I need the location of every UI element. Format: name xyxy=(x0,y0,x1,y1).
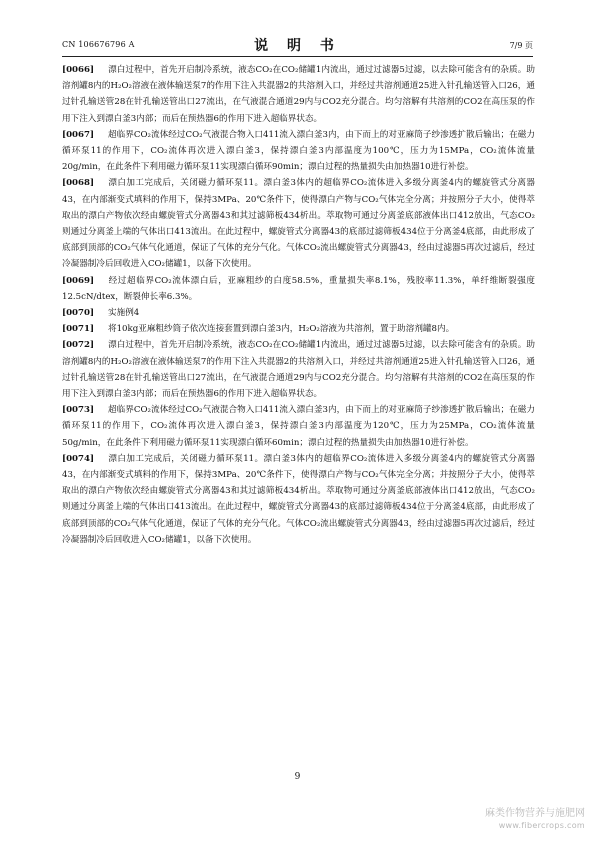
paragraph-0073 xyxy=(62,402,535,451)
document-number: CN 106676796 A xyxy=(62,40,135,49)
page-title: 说 明 书 xyxy=(254,38,341,54)
paragraph-text: 漂白加工完成后，关闭磁力循环泵11。漂白釜3体内的超临界CO₂流体进入多级分离釜4内的螺旋管式分离器43，在内部渐变式填料的作用下，保持3MPa、20℃条件下，使得漂白产物与CO₂气体完全分离；并按照分子大小，使得萃取出的漂白产物依次经由螺旋管式分离器43和其过滤筛板434析出。萃取物可通过分离釜底部液体出口412放出，气态CO₂则通过分离釜上端的气体出口413流出。在此过程中，螺旋管式分离器43的底部过滤筛板434位于分离釜4底部，由此形成了底部到顶部的CO₂气体气化通道，保证了气体的充分气化。气体CO₂流出螺旋管式分离器43，经由过滤器5再次过滤后，经过冷凝器制冷后回收进入CO₂储罐1，以备下次使用。 xyxy=(62,453,535,545)
paragraph-number: [0066] xyxy=(62,65,95,75)
paragraph-number: [0070] xyxy=(62,308,95,319)
paragraph-0071 xyxy=(62,321,535,337)
page-header xyxy=(62,34,533,57)
section-heading: 实施例4 xyxy=(108,308,140,319)
watermark-url: www.fibercrops.com xyxy=(498,821,585,830)
paragraph-0068 xyxy=(62,175,535,272)
page-number: 9 xyxy=(294,772,301,782)
paragraph-number: [0069] xyxy=(62,275,95,286)
paragraph-text: 超临界CO₂流体经过CO₂气液混合物入口411流入漂白釜3内，由下而上的对亚麻筒子纱渗透扩散后输出；在磁力循环泵11的作用下，CO₂流体再次进入漂白釜3，保持漂白釜3内部温度为120℃，压力为25MPa，CO₂流体流量50g/min，在此条件下利用磁力循环泵11实现漂白循环60min；漂白过程的热量损失由加热器10进行补偿。 xyxy=(62,405,535,448)
paragraph-text: 超临界CO₂流体经过CO₂气液混合物入口411流入漂白釜3内，由下而上的对亚麻筒子纱渗透扩散后输出；在磁力循环泵11的作用下，CO₂流体再次进入漂白釜3，保持漂白釜3内部温度为100℃，压力为15MPa，CO₂流体流量20g/min，在此条件下利用磁力循环泵11实现漂白循环90min；漂白过程的热量损失由加热器10进行补偿。 xyxy=(62,129,535,173)
paragraph-number: [0072] xyxy=(62,340,95,351)
paragraph-0067 xyxy=(62,127,535,176)
paragraph-number: [0074] xyxy=(62,453,95,464)
paragraph-0074 xyxy=(62,451,535,548)
paragraph-text: 经过超临界CO₂流体漂白后，亚麻粗纱的白度58.5%，重量损失率8.1%，残胶率11.3%，单纤维断裂强度12.5cN/dtex，断裂伸长率6.3%。 xyxy=(62,275,535,302)
page-indicator: 7/9 页 xyxy=(509,41,533,50)
watermark xyxy=(435,808,585,834)
paragraph-text: 漂白过程中，首先开启制冷系统，液态CO₂在CO₂储罐1内流出，通过过滤器5过滤，以去除可能含有的杂质。助溶剂罐8内的H₂O₂溶液在液体输送泵7的作用下注入共混器2的共溶剂入口，并经过共溶剂通道25进入针孔输送管入口26，通过针孔输送管28在针孔输送管出口27流出，在气液混合通道29内与CO2充分混合。均匀溶解有共溶剂的CO2在高压泵的作用下注入到漂白釜3内部；而后在预热器6的作用下进入超临界状态。 xyxy=(62,65,535,124)
paragraph-number: [0073] xyxy=(62,405,95,416)
paragraph-0069 xyxy=(62,273,535,305)
paragraph-text: 将10kg亚麻粗纱筒子依次连接套置到漂白釜3内，H₂O₂溶液为共溶剂，置于助溶剂罐8内。 xyxy=(108,324,455,335)
paragraph-number: [0071] xyxy=(62,324,95,335)
paragraph-0072 xyxy=(62,337,535,402)
paragraph-text: 漂白加工完成后，关闭磁力循环泵11。漂白釜3体内的超临界CO₂流体进入多级分离釜4内的螺旋管式分离器43，在内部渐变式填料的作用下，保持3MPa、20℃条件下，使得漂白产物与CO₂气体完全分离；并按照分子大小，使得萃取出的漂白产物依次经由螺旋管式分离器43和其过滤筛板434析出。萃取物可通过分离釜底部液体出口412放出，气态CO₂则通过分离釜上端的气体出口413流出。在此过程中，螺旋管式分离器43的底部过滤筛板434位于分离釜4底部，由此形成了底部到顶部的CO₂气体气化通道，保证了气体的充分气化。气体CO₂流出螺旋管式分离器43，经由过滤器5再次过滤后，经过冷凝器制冷后回收进入CO₂储罐1，以备下次使用。 xyxy=(62,178,535,270)
paragraph-number: [0067] xyxy=(62,129,95,140)
page-footer xyxy=(0,772,595,782)
document-body xyxy=(62,62,535,548)
paragraph-text: 漂白过程中，首先开启制冷系统，液态CO₂在CO₂储罐1内流出，通过过滤器5过滤，以去除可能含有的杂质。助溶剂罐8内的H₂O₂溶液在液体输送泵7的作用下注入共混器2的共溶剂入口，并经过共溶剂通道25进入针孔输送管入口26，通过针孔输送管28在针孔输送管出口27流出，在气液混合通道29内与CO2充分混合。均匀溶解有共溶剂的CO2在高压泵的作用下注入到漂白釜3内部；而后在预热器6的作用下进入超临界状态。 xyxy=(62,340,535,400)
paragraph-number: [0068] xyxy=(62,178,95,189)
paragraph-0066 xyxy=(62,62,535,127)
paragraph-0070 xyxy=(62,305,535,321)
watermark-site-name: 麻类作物营养与施肥网 xyxy=(485,808,585,819)
